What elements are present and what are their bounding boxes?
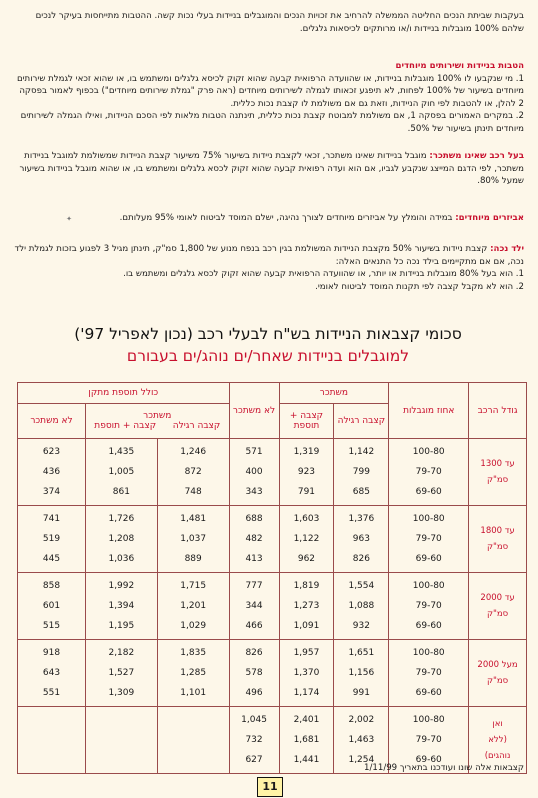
section-title: ילד נכה: xyxy=(490,244,524,254)
section-special-accessories xyxy=(14,212,524,225)
section-non-earning-owner xyxy=(14,150,524,188)
table-cell-plus: 1,319 923 791 xyxy=(279,439,334,506)
header-vehicle-size: גודל הרכב xyxy=(469,383,527,439)
table-cell-non: 826 578 496 xyxy=(229,640,279,707)
header-disability-percent: אחוז מוגבלות xyxy=(389,383,469,439)
table-cell-reg: 1,376 963 826 xyxy=(334,506,389,573)
table-cell-size: מעל 2000 סמ"ק xyxy=(469,640,527,707)
table-cell-inon: 741 519 445 xyxy=(18,506,86,573)
table-cell-reg: 1,142 799 685 xyxy=(334,439,389,506)
update-note: קצבאות אלה שונו ועודכנו בתאריך 1/11/99 xyxy=(364,763,524,773)
section-disabled-child xyxy=(14,243,524,293)
table-cell-iplus: 1,726 1,208 1,036 xyxy=(85,506,157,573)
table-cell-ireg: 1,481 1,037 889 xyxy=(157,506,229,573)
watermark xyxy=(150,40,410,58)
table-cell-plus: 1,819 1,273 1,091 xyxy=(279,573,334,640)
table-cell-non: 688 482 413 xyxy=(229,506,279,573)
table-cell-inon xyxy=(18,707,86,774)
header-regular: קצבה רגילה xyxy=(334,404,389,439)
header-non-earner-incl: לא משתכר xyxy=(18,404,86,439)
table-cell-size: ואן (ללא נוהגים) xyxy=(469,707,527,774)
table-cell-plus: 2,401 1,681 1,441 xyxy=(279,707,334,774)
section-mobility-benefits xyxy=(14,60,524,136)
table-cell-inon: 858 601 515 xyxy=(18,573,86,640)
table-cell-non: 777 344 466 xyxy=(229,573,279,640)
paragraph: 2. במקרים האמורים בפסקה 1, אם משולמת למבוטח קצבת נכות כללית, תינתנה הטבות מלאות לפי הסכם הניידות, ואילו הגמלה לשירותים מיוחדים תינתן בשיעור של 50%. xyxy=(20,111,524,134)
table-cell-reg: 1,554 1,088 932 xyxy=(334,573,389,640)
table-subtitle: למוגבלים בניידות שאחר/ים נוהג/ים בעבורם xyxy=(126,347,410,365)
table-cell-inon: 623 436 374 xyxy=(18,439,86,506)
table-cell-iplus: 2,182 1,527 1,309 xyxy=(85,640,157,707)
table-cell-reg: 1,651 1,156 991 xyxy=(334,640,389,707)
table-title: סכומי קצבאות הניידות בש"ח לבעלי רכב (נכון לאפריל 97') xyxy=(74,325,462,343)
table-cell-non: 1,045 732 627 xyxy=(229,707,279,774)
header-plus-incl: קצבה + תוספת xyxy=(94,421,157,431)
table-cell-ireg xyxy=(157,707,229,774)
table-cell-pct: 100-80 79-70 69-60 xyxy=(389,707,469,774)
section-title: בעל רכב שאינו משתכר: xyxy=(429,151,524,161)
table-cell-reg: 2,002 1,463 1,254 xyxy=(334,707,389,774)
table-cell-size: עד 1300 סמ"ק xyxy=(469,439,527,506)
table-cell-size: עד 2000 סמ"ק xyxy=(469,573,527,640)
table-row xyxy=(18,506,527,573)
intro-paragraph: בעקבות שביתת הנכים החליטה הממשלה להרחיב את זכויות הנכים והמוגבלים בניידות בעלי נכות קשה. ההטבות מתייחסות בעיקר לנכים שלהם 100% מוגבלות בניידות ו/או מרותקים לכיסאות גלגלים. xyxy=(35,11,524,34)
table-cell-inon: 918 643 551 xyxy=(18,640,86,707)
table-cell-pct: 100-80 79-70 69-60 xyxy=(389,573,469,640)
table-cell-plus: 1,603 1,122 962 xyxy=(279,506,334,573)
table-cell-iplus xyxy=(85,707,157,774)
section-title: אביזרים מיוחדים: xyxy=(455,213,524,223)
table-cell-pct: 100-80 79-70 69-60 xyxy=(389,439,469,506)
table-row xyxy=(18,640,527,707)
table-cell-ireg: 1,246 872 748 xyxy=(157,439,229,506)
table-cell-ireg: 1,835 1,285 1,101 xyxy=(157,640,229,707)
allowance-table xyxy=(17,382,527,774)
table-cell-pct: 100-80 79-70 69-60 xyxy=(389,640,469,707)
table-row xyxy=(18,573,527,640)
table-row xyxy=(18,439,527,506)
table-cell-size: עד 1800 סמ"ק xyxy=(469,506,527,573)
table-cell-iplus: 1,992 1,394 1,195 xyxy=(85,573,157,640)
table-cell-non: 571 400 343 xyxy=(229,439,279,506)
paragraph: במידה והומלץ על אביזרים מיוחדים לצורך נהיגה, ישלם המוסד לביטוח לאומי 95% מעלותם. xyxy=(119,213,453,223)
bullet-mark: ✦ xyxy=(66,215,72,223)
table-cell-iplus: 1,435 1,005 861 xyxy=(85,439,157,506)
list-item: 1. הוא בעל 80% מוגבלות בניידות או יותר, או שהוועדה הרפואית קבעה שהוא זקוק לכסא גלגלים ומשתמש בו. xyxy=(123,269,524,280)
table-cell-ireg: 1,715 1,201 1,029 xyxy=(157,573,229,640)
page-number: 11 xyxy=(257,777,283,797)
header-earner-incl xyxy=(85,404,229,439)
paragraph: קצבת ניידות בשיעור 50% מקצבת הניידות המשולמת בגין רכב בנפח מנוע של 1,800 סמ"ק, תינתן מגיל 3 לפגוע בזכות לגמלת ילד נכה, אם אם מתקיימים בילד נכה כל התנאים האלה: xyxy=(14,244,524,267)
header-earner-incl-label: משתכר xyxy=(143,411,172,421)
paragraph: 1. מי שנקבעו לו 100% מוגבלות בניידות, או שהוועדה הרפואית קבעה שהוא זקוק לכיסא גלגלים ומשתמש בו, או שהוא זכאי לגמלת שירותים מיוחדים בשיעור של 100% לפחות, לא תיפגע זכאותו לגמלה לשירותים מיוחדים (ראה פרק "גמלת שירותים מיוחדים") בכפוף לאמור בפסקה 2 להלן, או להטבות לפי חוק הניידות, וזאת גם אם משולמת לו קצבת נכות כללית. xyxy=(16,73,524,109)
header-non-earner: לא משתכר xyxy=(229,383,279,439)
header-earner: משתכר xyxy=(279,383,389,404)
header-plus: קצבה + תוספת xyxy=(279,404,334,439)
header-regular-incl: קצבה רגילה xyxy=(172,421,221,431)
header-including-device: כולל תוספת מתקן xyxy=(18,383,230,404)
table-cell-plus: 1,957 1,370 1,174 xyxy=(279,640,334,707)
list-item: 2. הוא לא מקבל קצבה לפי תקנות המוסד לביטוח לאומי. xyxy=(315,281,524,292)
table-cell-pct: 100-80 79-70 69-60 xyxy=(389,506,469,573)
paragraph: מוגבל בניידות שאינו משתכר, זכאי לקצבת ניידות בשיעור 75% משיעור קצבת הניידות שמשולמת למוגבל בניידות משתכר, לפי הדגם המייצג שנקבע לגביו, אם הוא ועדה רפואית קבעה שהוא זקוק לכסא גלגלים ומשתמש בו, או שהוא מוגבל בניידות בשיעור שמעל 80%. xyxy=(19,151,524,187)
section-title: הטבות בניידות ושירותים מיוחדים xyxy=(395,61,524,71)
